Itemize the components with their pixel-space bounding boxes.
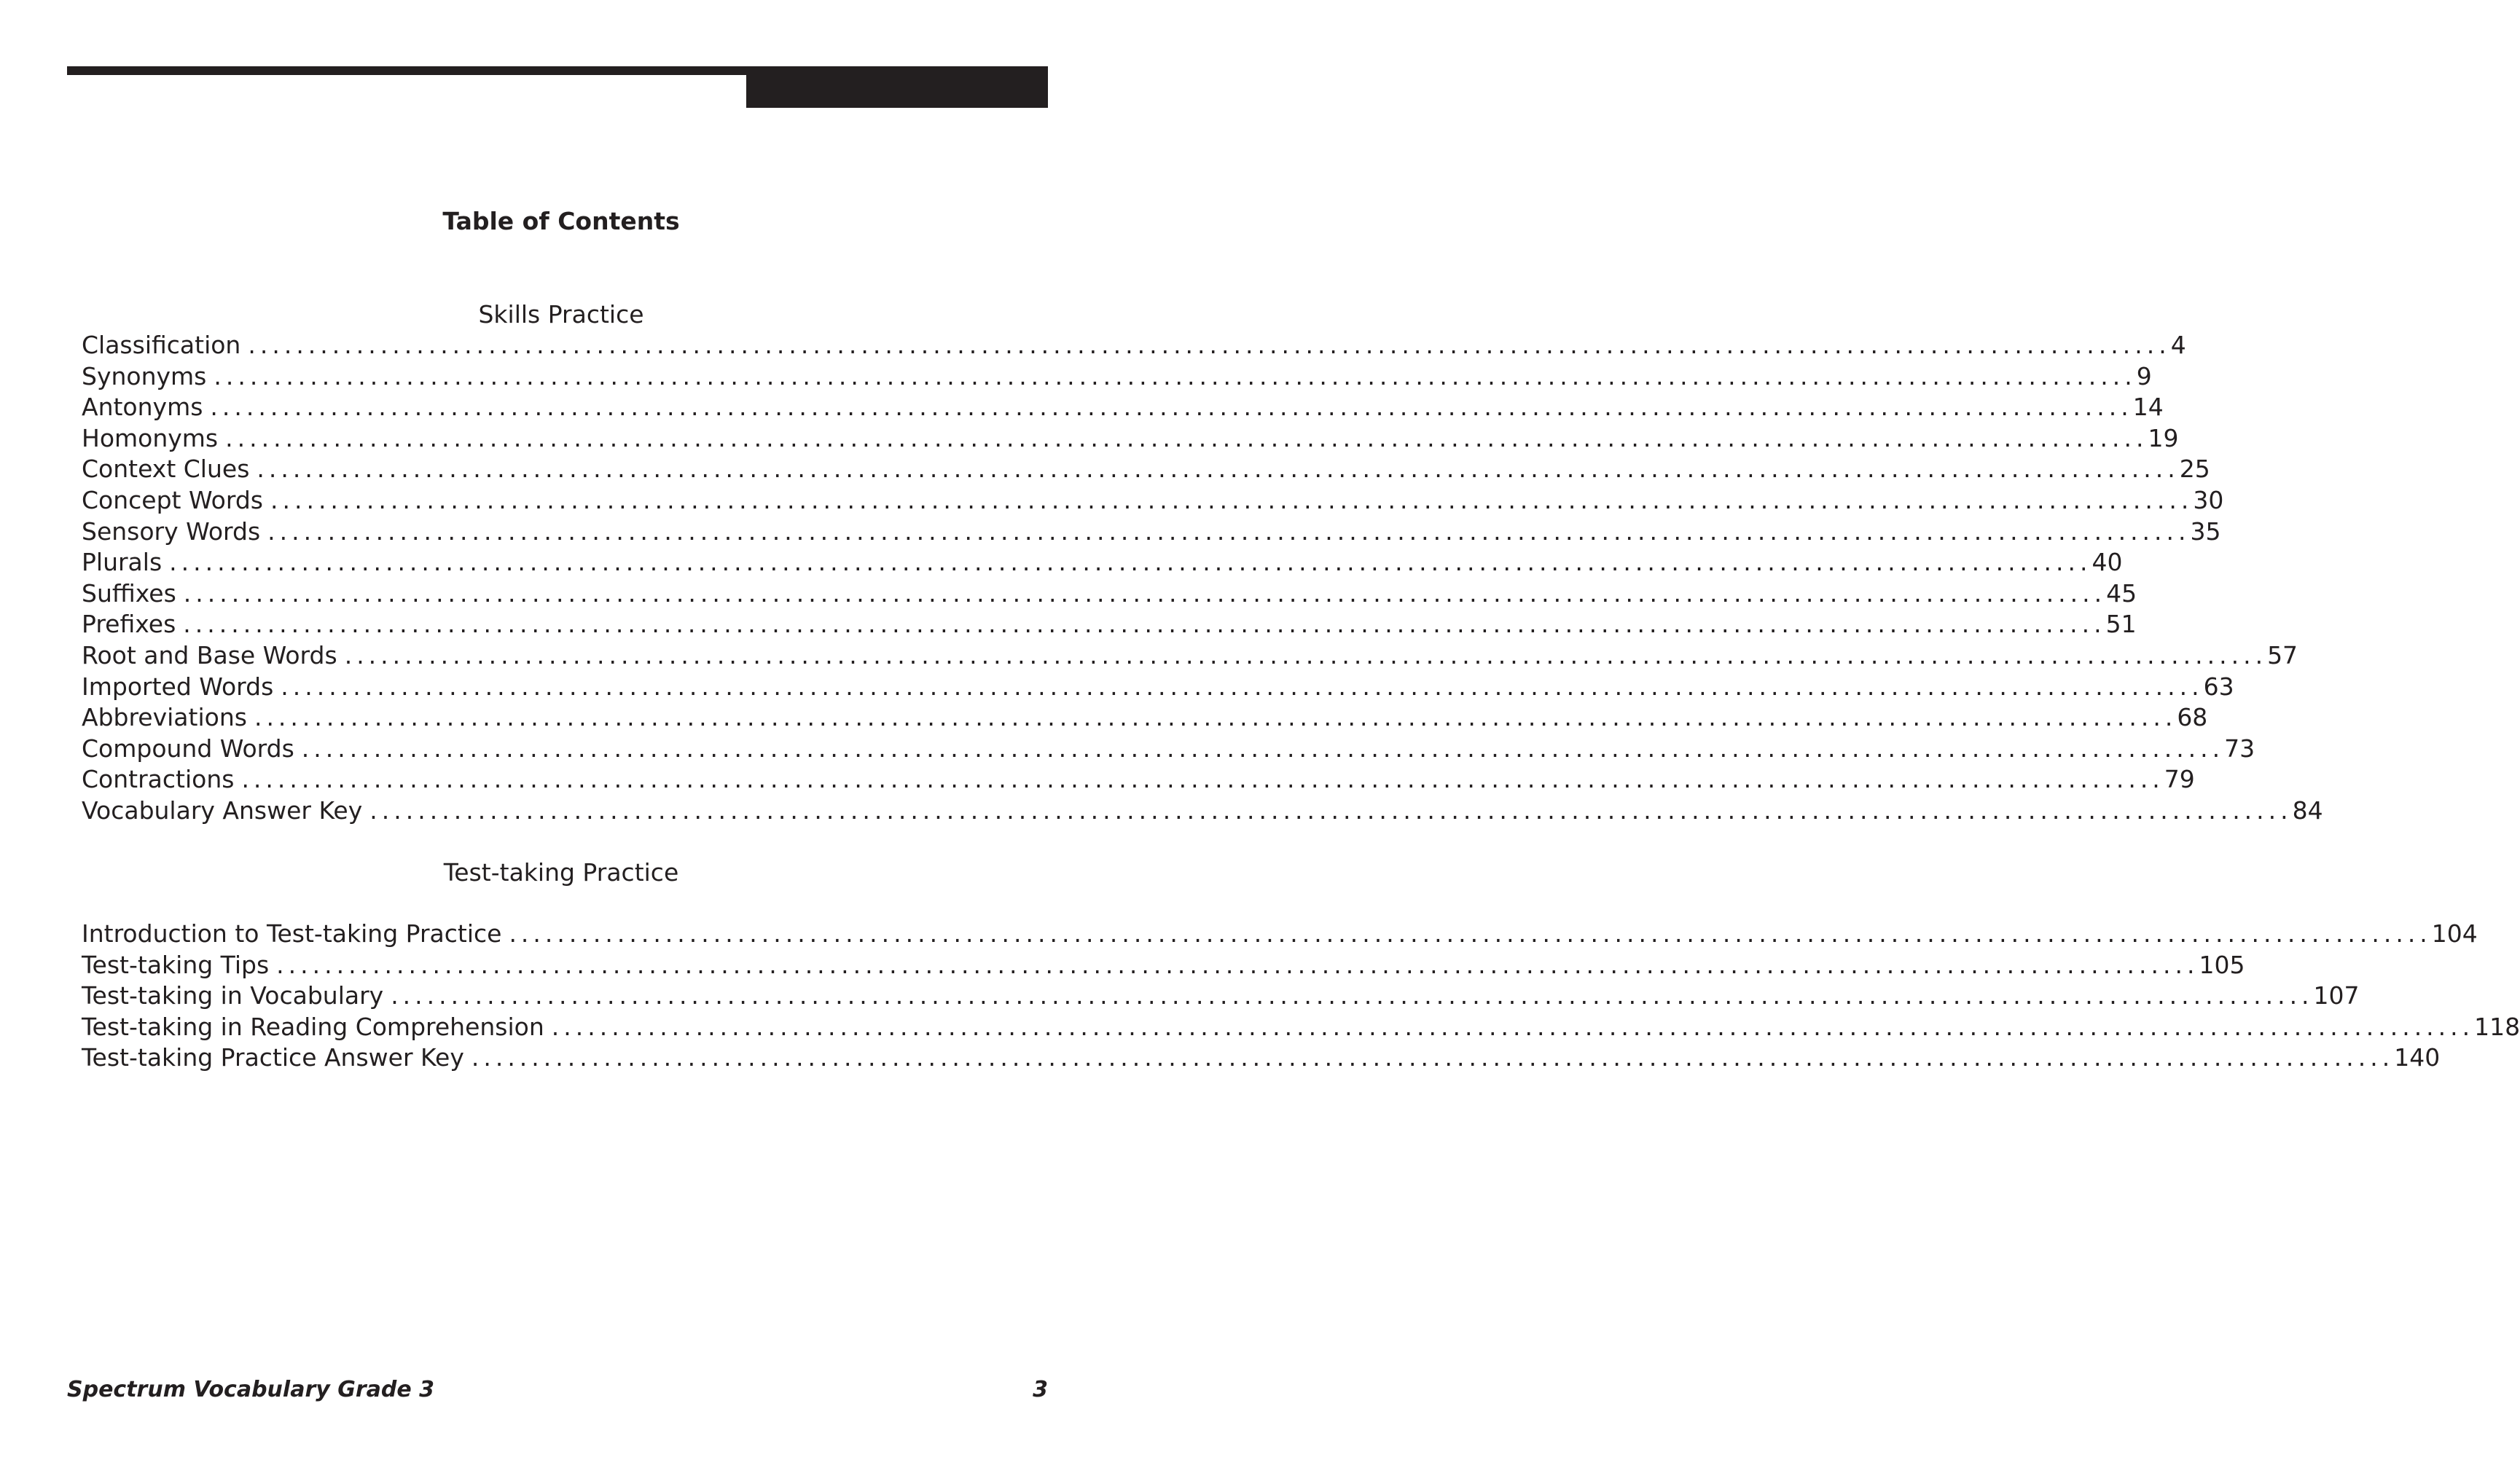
toc-dot-leader: ................................................................................................................................................................ [551,1012,2475,1041]
toc-entry [82,796,2323,827]
toc-entry-page: 68 [2177,703,2208,732]
toc-entry-page: 51 [2105,610,2137,639]
toc-entry [82,454,2210,485]
toc-entry-page: 14 [2132,393,2164,422]
toc-entry [82,361,2152,393]
toc-entry-page: 140 [2394,1043,2441,1072]
toc-dot-leader: ................................................................................................................................................................ [276,950,2199,979]
toc-entry [82,578,2137,610]
toc-entry-label: Test-taking Practice Answer Key [82,1043,464,1072]
toc-entry [82,640,2298,672]
toc-entry-label: Vocabulary Answer Key [82,796,363,825]
toc-entry [82,485,2224,517]
toc-entry [82,981,2360,1012]
toc-dot-leader: ................................................................................................................................................................ [257,455,2180,484]
toc-dot-leader: ................................................................................................................................................................ [301,734,2225,763]
toc-entry-page: 57 [2267,640,2298,669]
toc-dot-leader: ................................................................................................................................................................ [267,517,2191,546]
toc-entry-page: 73 [2224,734,2255,763]
toc-dot-leader: ................................................................................................................................................................ [169,548,2092,577]
toc-dot-leader: ................................................................................................................................................................ [281,672,2204,701]
toc-entry [82,734,2255,765]
toc-entry-page: 105 [2199,950,2245,979]
toc-entry-page: 107 [2313,981,2360,1010]
toc-dot-leader: ................................................................................................................................................................ [369,796,2293,825]
toc-dot-leader: ................................................................................................................................................................ [391,981,2314,1010]
toc-dot-leader: ................................................................................................................................................................ [509,919,2432,948]
toc-entry-label: Concept Words [82,485,263,514]
toc-entry-page: 45 [2106,578,2137,608]
toc-entry [82,423,2179,455]
toc-entry-label: Introduction to Test-taking Practice [82,919,502,948]
toc-dot-leader: ................................................................................................................................................................ [210,393,2133,422]
toc-dot-leader: ................................................................................................................................................................ [344,640,2268,669]
toc-entry-label: Compound Words [82,734,294,763]
toc-list-skills-practice [82,330,2323,827]
toc-entry-page: 30 [2193,485,2224,514]
toc-entry [82,672,2234,703]
toc-entry [82,919,2478,950]
toc-entry [82,392,2164,423]
toc-dot-leader: ................................................................................................................................................................ [183,578,2107,608]
toc-entry-page: 9 [2136,361,2152,390]
toc-entry [82,764,2195,796]
toc-entry-page: 118 [2474,1012,2520,1041]
toc-entry-page: 63 [2203,672,2234,701]
toc-entry-label: Contractions [82,765,235,794]
toc-dot-leader: ................................................................................................................................................................ [225,423,2148,452]
toc-entry-label: Synonyms [82,361,207,390]
toc-entry-label: Prefixes [82,610,176,639]
toc-entry [82,547,2123,578]
toc-dot-leader: ................................................................................................................................................................ [471,1043,2395,1072]
toc-entry-label: Test-taking Tips [82,950,270,979]
toc-entry-label: Plurals [82,548,163,577]
toc-entry-page: 104 [2431,919,2478,948]
section-heading-skills-practice: Skills Practice [478,300,644,329]
toc-entry-page: 79 [2164,765,2195,794]
toc-entry-label: Classification [82,331,241,359]
footer-page-number: 3 [1033,1377,1048,1402]
toc-entry [82,950,2245,981]
toc-dot-leader: ................................................................................................................................................................ [248,331,2171,359]
toc-entry-label: Test-taking in Vocabulary [82,981,384,1010]
toc-entry-label: Homonyms [82,423,219,452]
toc-entry-label: Suffixes [82,578,176,608]
toc-entry-page: 19 [2148,423,2179,452]
toc-entry-label: Abbreviations [82,703,247,732]
toc-entry-page: 84 [2292,796,2323,825]
toc-entry [82,517,2221,548]
toc-entry [82,702,2208,734]
toc-entry-page: 40 [2091,548,2123,577]
section-heading-test-taking-practice: Test-taking Practice [443,858,679,887]
page-title: Table of Contents [442,207,680,235]
toc-entry-label: Context Clues [82,455,250,484]
toc-dot-leader: ................................................................................................................................................................ [254,703,2177,732]
toc-entry-page: 25 [2179,455,2210,484]
toc-entry [82,1012,2520,1043]
toc-entry [82,330,2186,361]
toc-dot-leader: ................................................................................................................................................................ [214,361,2137,390]
toc-dot-leader: ................................................................................................................................................................ [241,765,2164,794]
footer-book-title: Spectrum Vocabulary Grade 3 [67,1377,435,1402]
toc-dot-leader: ................................................................................................................................................................ [270,485,2194,514]
toc-entry-label: Sensory Words [82,517,261,546]
toc-entry-label: Test-taking in Reading Comprehension [82,1012,544,1041]
toc-entry-label: Root and Base Words [82,640,337,669]
header-tab [746,66,1048,108]
toc-list-test-taking-practice [82,919,2520,1074]
toc-entry-page: 35 [2190,517,2221,546]
toc-entry-label: Imported Words [82,672,274,701]
toc-entry [82,609,2137,640]
toc-dot-leader: ................................................................................................................................................................ [183,610,2106,639]
toc-entry [82,1042,2441,1074]
toc-entry-label: Antonyms [82,393,203,422]
toc-entry-page: 4 [2170,331,2186,359]
